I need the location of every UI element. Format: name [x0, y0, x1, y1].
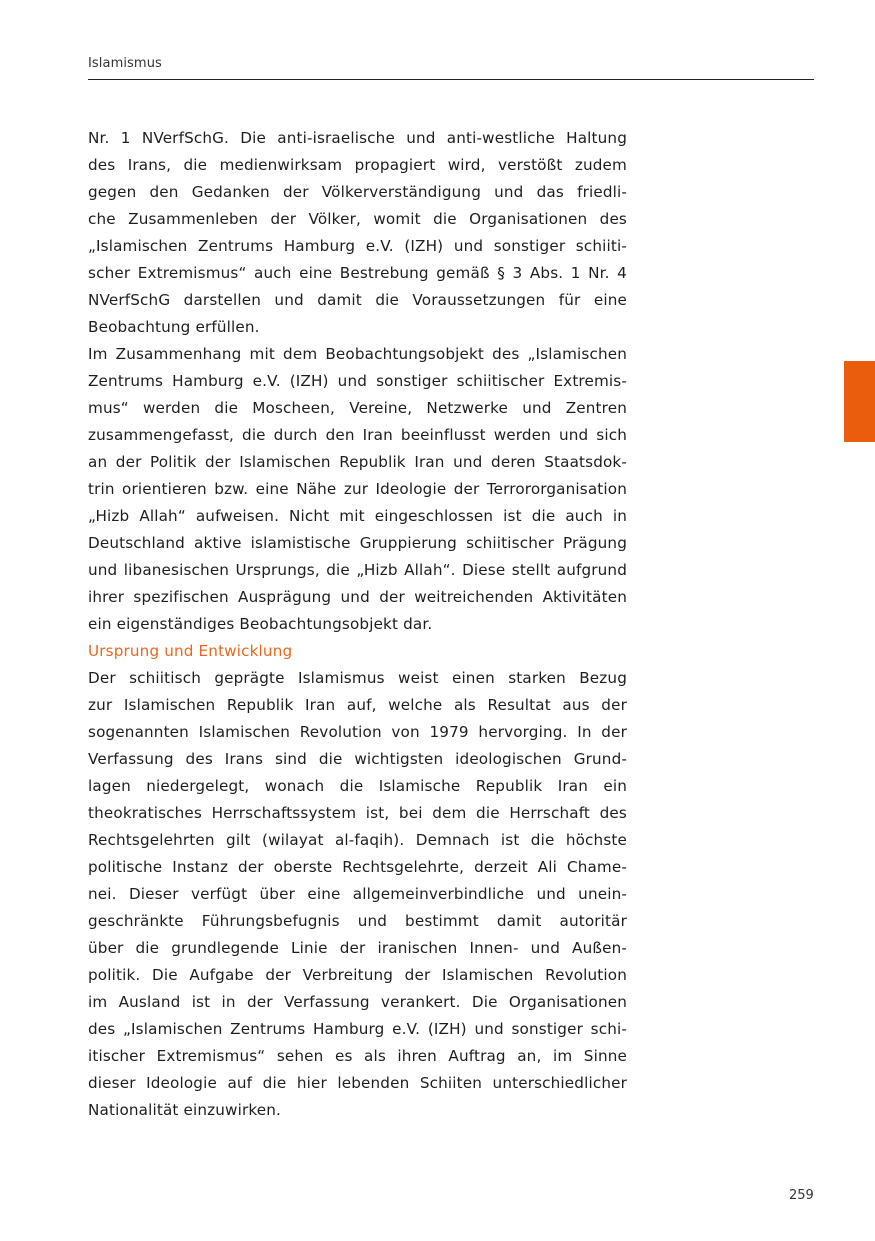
chapter-tab-marker: [844, 361, 875, 442]
text-line: scher Extremismus“ auch eine Bestrebung gemäß § 3 Abs. 1 Nr. 4: [88, 264, 627, 282]
text-line: mus“ werden die Moscheen, Vereine, Netzwerke und Zentren: [88, 399, 627, 417]
text-line: sogenannten Islamischen Revolution von 1979 hervorging. In der: [88, 723, 627, 741]
text-line: Nr. 1 NVerfSchG. Die anti-israelische und anti-westliche Haltung: [88, 129, 627, 147]
text-line: lagen niedergelegt, wonach die Islamische Republik Iran ein: [88, 777, 627, 795]
text-line: des „Islamischen Zentrums Hamburg e.V. (IZH) und sonstiger schi-: [88, 1020, 627, 1038]
text-line: ein eigenständiges Beobachtungsobjekt dar.: [88, 615, 433, 633]
body-text: [88, 125, 627, 1124]
text-line: Deutschland aktive islamistische Gruppierung schiitischer Prägung: [88, 534, 627, 552]
text-line: Nationalität einzuwirken.: [88, 1101, 282, 1119]
text-line: NVerfSchG darstellen und damit die Voraussetzungen für eine: [88, 291, 627, 309]
text-line: zur Islamischen Republik Iran auf, welche als Resultat aus der: [88, 696, 627, 714]
text-line: Verfassung des Irans sind die wichtigsten ideologischen Grund-: [88, 750, 627, 768]
text-line: itischer Extremismus“ sehen es als ihren Auftrag an, im Sinne: [88, 1047, 627, 1065]
header-rule: [88, 79, 814, 80]
running-header-title: Islamismus: [88, 56, 162, 71]
text-line: „Islamischen Zentrums Hamburg e.V. (IZH) und sonstiger schiiti-: [88, 237, 627, 255]
text-line: im Ausland ist in der Verfassung verankert. Die Organisationen: [88, 993, 627, 1011]
text-line: dieser Ideologie auf die hier lebenden Schiiten unterschiedlicher: [88, 1074, 627, 1092]
text-line: geschränkte Führungsbefugnis und bestimmt damit autoritär: [88, 912, 627, 930]
page-number: 259: [789, 1188, 814, 1203]
text-line: „Hizb Allah“ aufweisen. Nicht mit eingeschlossen ist die auch in: [88, 507, 627, 525]
text-line: und libanesischen Ursprungs, die „Hizb Allah“. Diese stellt aufgrund: [88, 561, 627, 579]
text-line: Der schiitisch geprägte Islamismus weist einen starken Bezug: [88, 669, 627, 687]
text-line: che Zusammenleben der Völker, womit die Organisationen des: [88, 210, 627, 228]
text-line: trin orientieren bzw. eine Nähe zur Ideologie der Terrororganisation: [88, 480, 627, 498]
text-line: politik. Die Aufgabe der Verbreitung der Islamischen Revolution: [88, 966, 627, 984]
text-line: theokratisches Herrschaftssystem ist, bei dem die Herrschaft des: [88, 804, 627, 822]
text-line: Beobachtung erfüllen.: [88, 318, 260, 336]
text-line: Im Zusammenhang mit dem Beobachtungsobjekt des „Islamischen: [88, 345, 627, 363]
text-line: nei. Dieser verfügt über eine allgemeinverbindliche und unein-: [88, 885, 627, 903]
section-heading: [88, 638, 627, 665]
text-line: an der Politik der Islamischen Republik Iran und deren Staatsdok-: [88, 453, 627, 471]
text-line: gegen den Gedanken der Völkerverständigung und das friedli-: [88, 183, 627, 201]
text-line: über die grundlegende Linie der iranischen Innen- und Außen-: [88, 939, 627, 957]
section-paragraph: [88, 665, 627, 1124]
text-line: politische Instanz der oberste Rechtsgelehrte, derzeit Ali Chame-: [88, 858, 627, 876]
paragraph-1: [88, 125, 627, 341]
text-line: des Irans, die medienwirksam propagiert wird, verstößt zudem: [88, 156, 627, 174]
paragraph-2: [88, 341, 627, 638]
text-line: Zentrums Hamburg e.V. (IZH) und sonstiger schiitischer Extremis-: [88, 372, 627, 390]
text-line: Rechtsgelehrten gilt (wilayat al-faqih). Demnach ist die höchste: [88, 831, 627, 849]
text-line: zusammengefasst, die durch den Iran beeinflusst werden und sich: [88, 426, 627, 444]
text-line: ihrer spezifischen Ausprägung und der weitreichenden Aktivitäten: [88, 588, 627, 606]
section-heading-text: Ursprung und Entwicklung: [88, 642, 293, 660]
